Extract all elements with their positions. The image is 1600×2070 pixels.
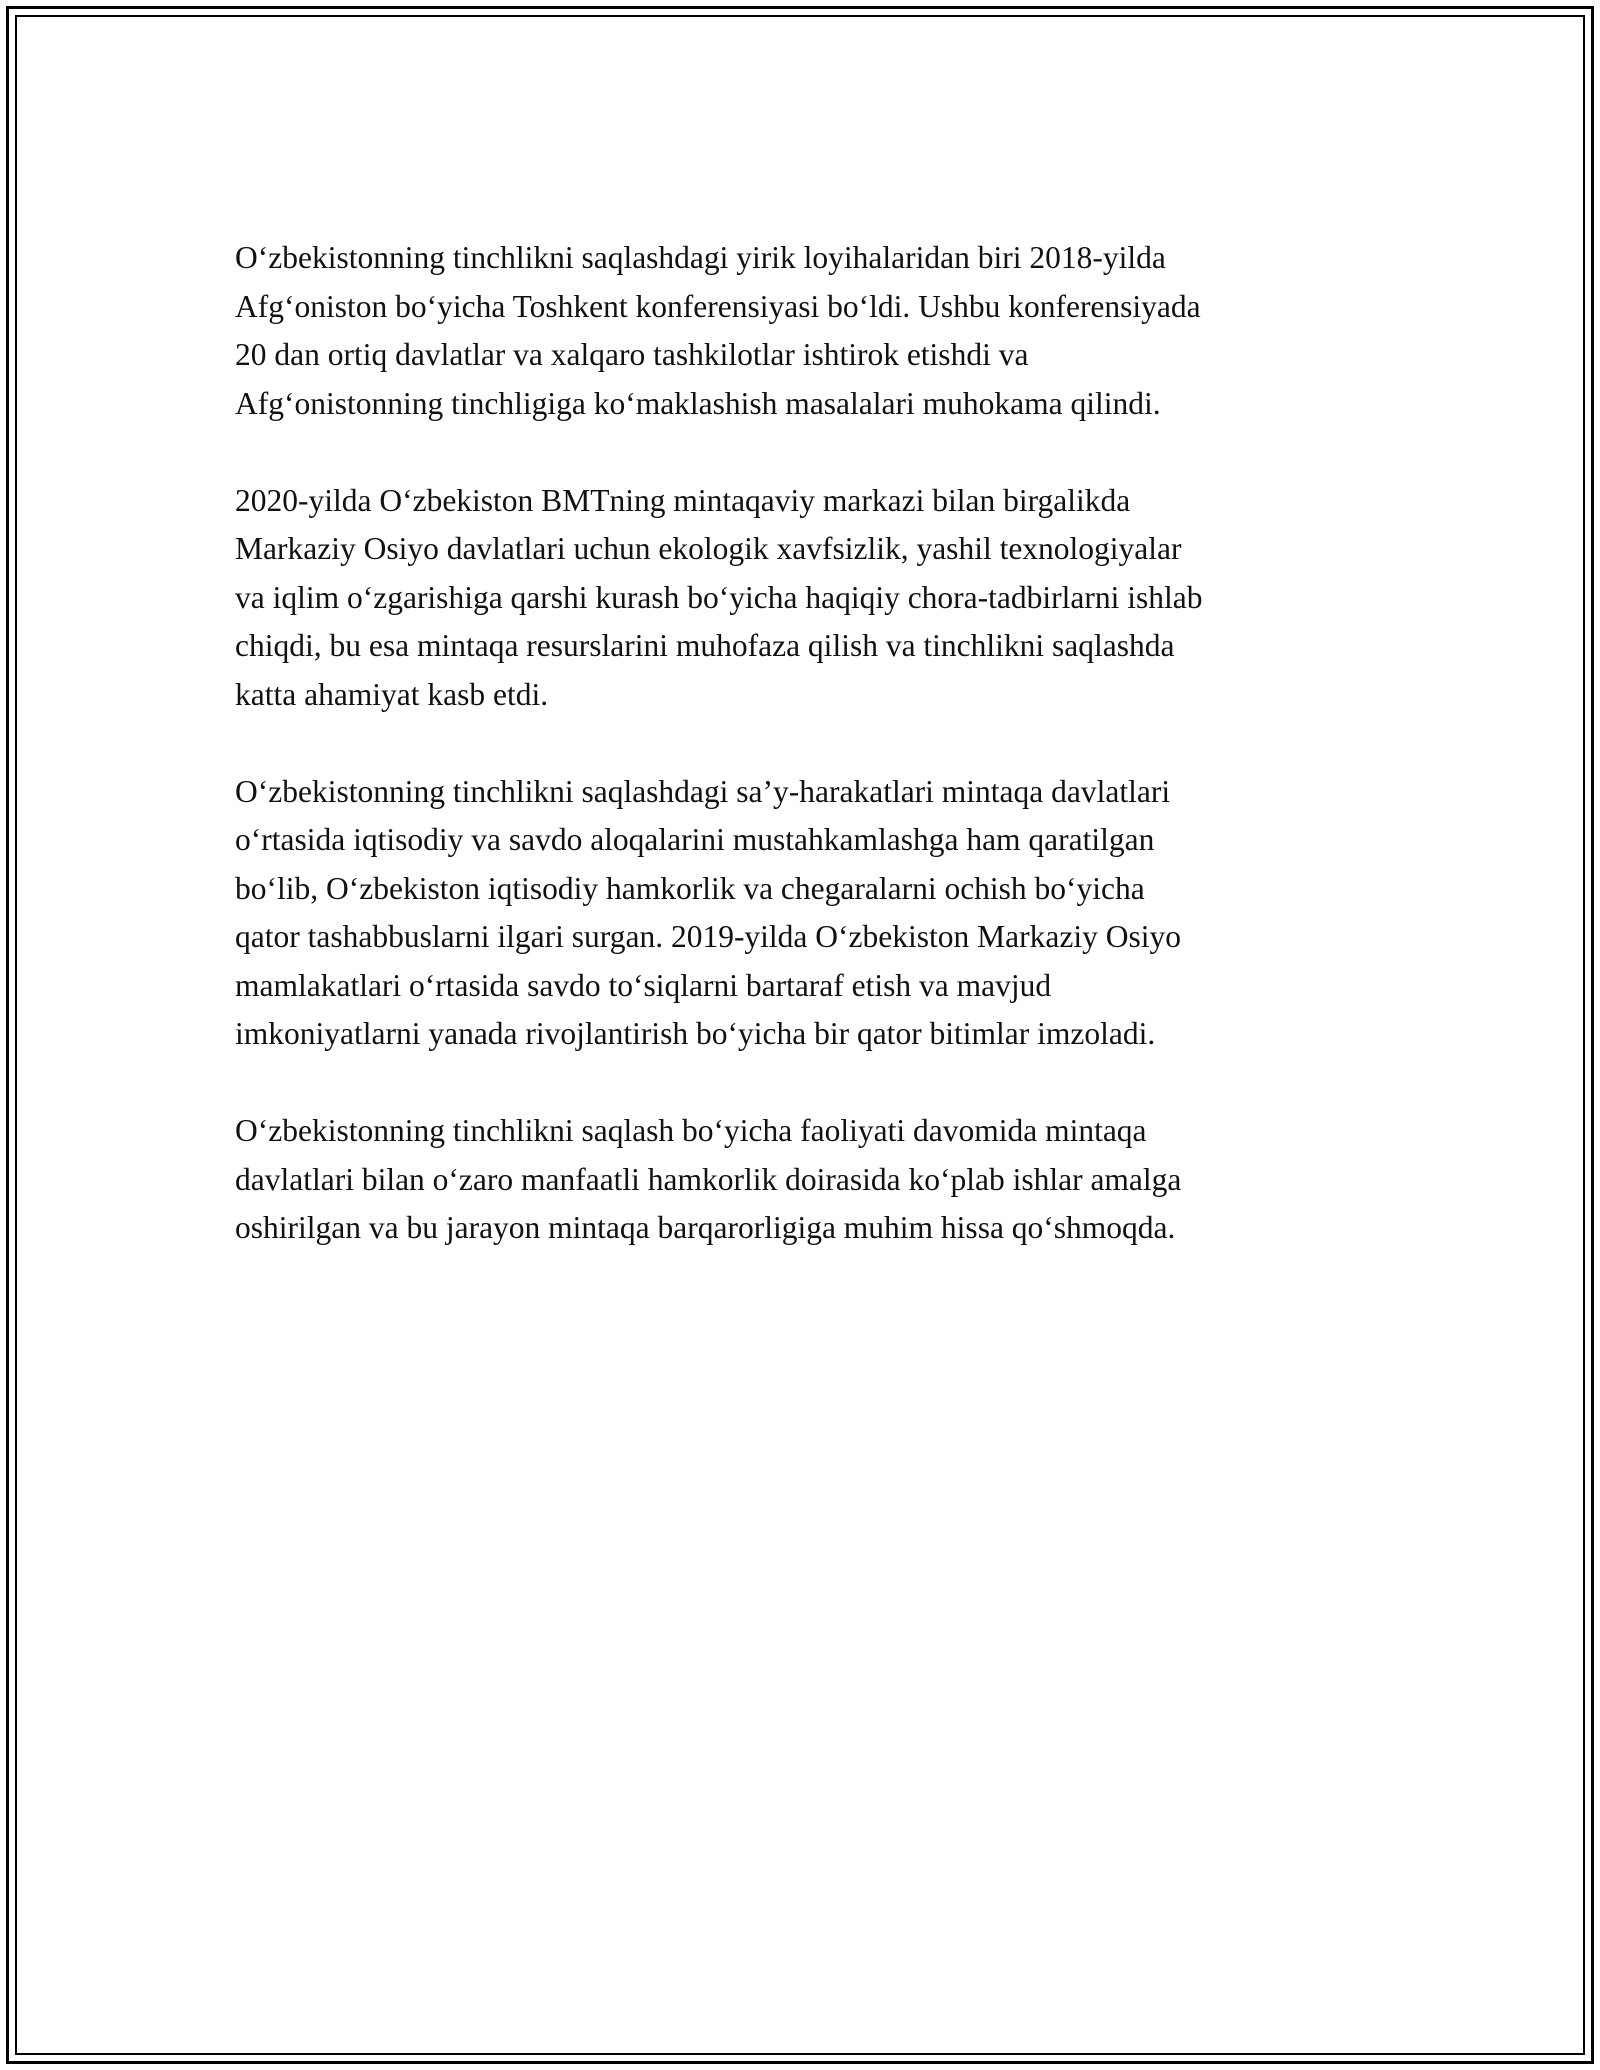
- document-body: [235, 234, 1375, 1301]
- paragraph-4: O‘zbekistonning tinchlikni saqlash bo‘yicha faoliyati davomida mintaqa davlatlari bilan o‘zaro manfaatli hamkorlik doirasida ko‘plab ishlar amalga oshirilgan va bu jarayon mintaqa barqarorligiga muhim hissa qo‘shmoqda.: [235, 1113, 1182, 1245]
- paragraph-2: 2020-yilda O‘zbekiston BMTning mintaqaviy markazi bilan birgalikda Markaziy Osiyo davlatlari uchun ekologik xavfsizlik, yashil texnologiyalar va iqlim o‘zgarishiga qarshi kurash bo‘yicha haqiqiy chora-tadbirlarni ishlab chiqdi, bu esa mintaqa resurslarini muhofaza qilish va tinchlikni saqlashda katta ahamiyat kasb etdi.: [235, 482, 1203, 712]
- paragraph-1: O‘zbekistonning tinchlikni saqlashdagi yirik loyihalaridan biri 2018-yilda Afg‘oniston bo‘yicha Toshkent konferensiyasi bo‘ldi. Ushbu konferensiyada 20 dan ortiq davlatlar va xalqaro tashkilotlar ishtirok etishdi va Afg‘onistonning tinchligiga ko‘maklashish masalalari muhokama qilindi.: [235, 240, 1201, 421]
- paragraph-3: O‘zbekistonning tinchlikni saqlashdagi sa’y-harakatlari mintaqa davlatlari o‘rtasida iqtisodiy va savdo aloqalarini mustahkamlashga ham qaratilgan bo‘lib, O‘zbekiston iqtisodiy hamkorlik va chegaralarni ochish bo‘yicha qator tashabbuslarni ilgari surgan. 2019-yilda O‘zbekiston Markaziy Osiyo mamlakatlari o‘rtasida savdo to‘siqlarni bartaraf etish va mavjud imkoniyatlarni yanada rivojlantirish bo‘yicha bir qator bitimlar imzoladi.: [235, 773, 1181, 1051]
